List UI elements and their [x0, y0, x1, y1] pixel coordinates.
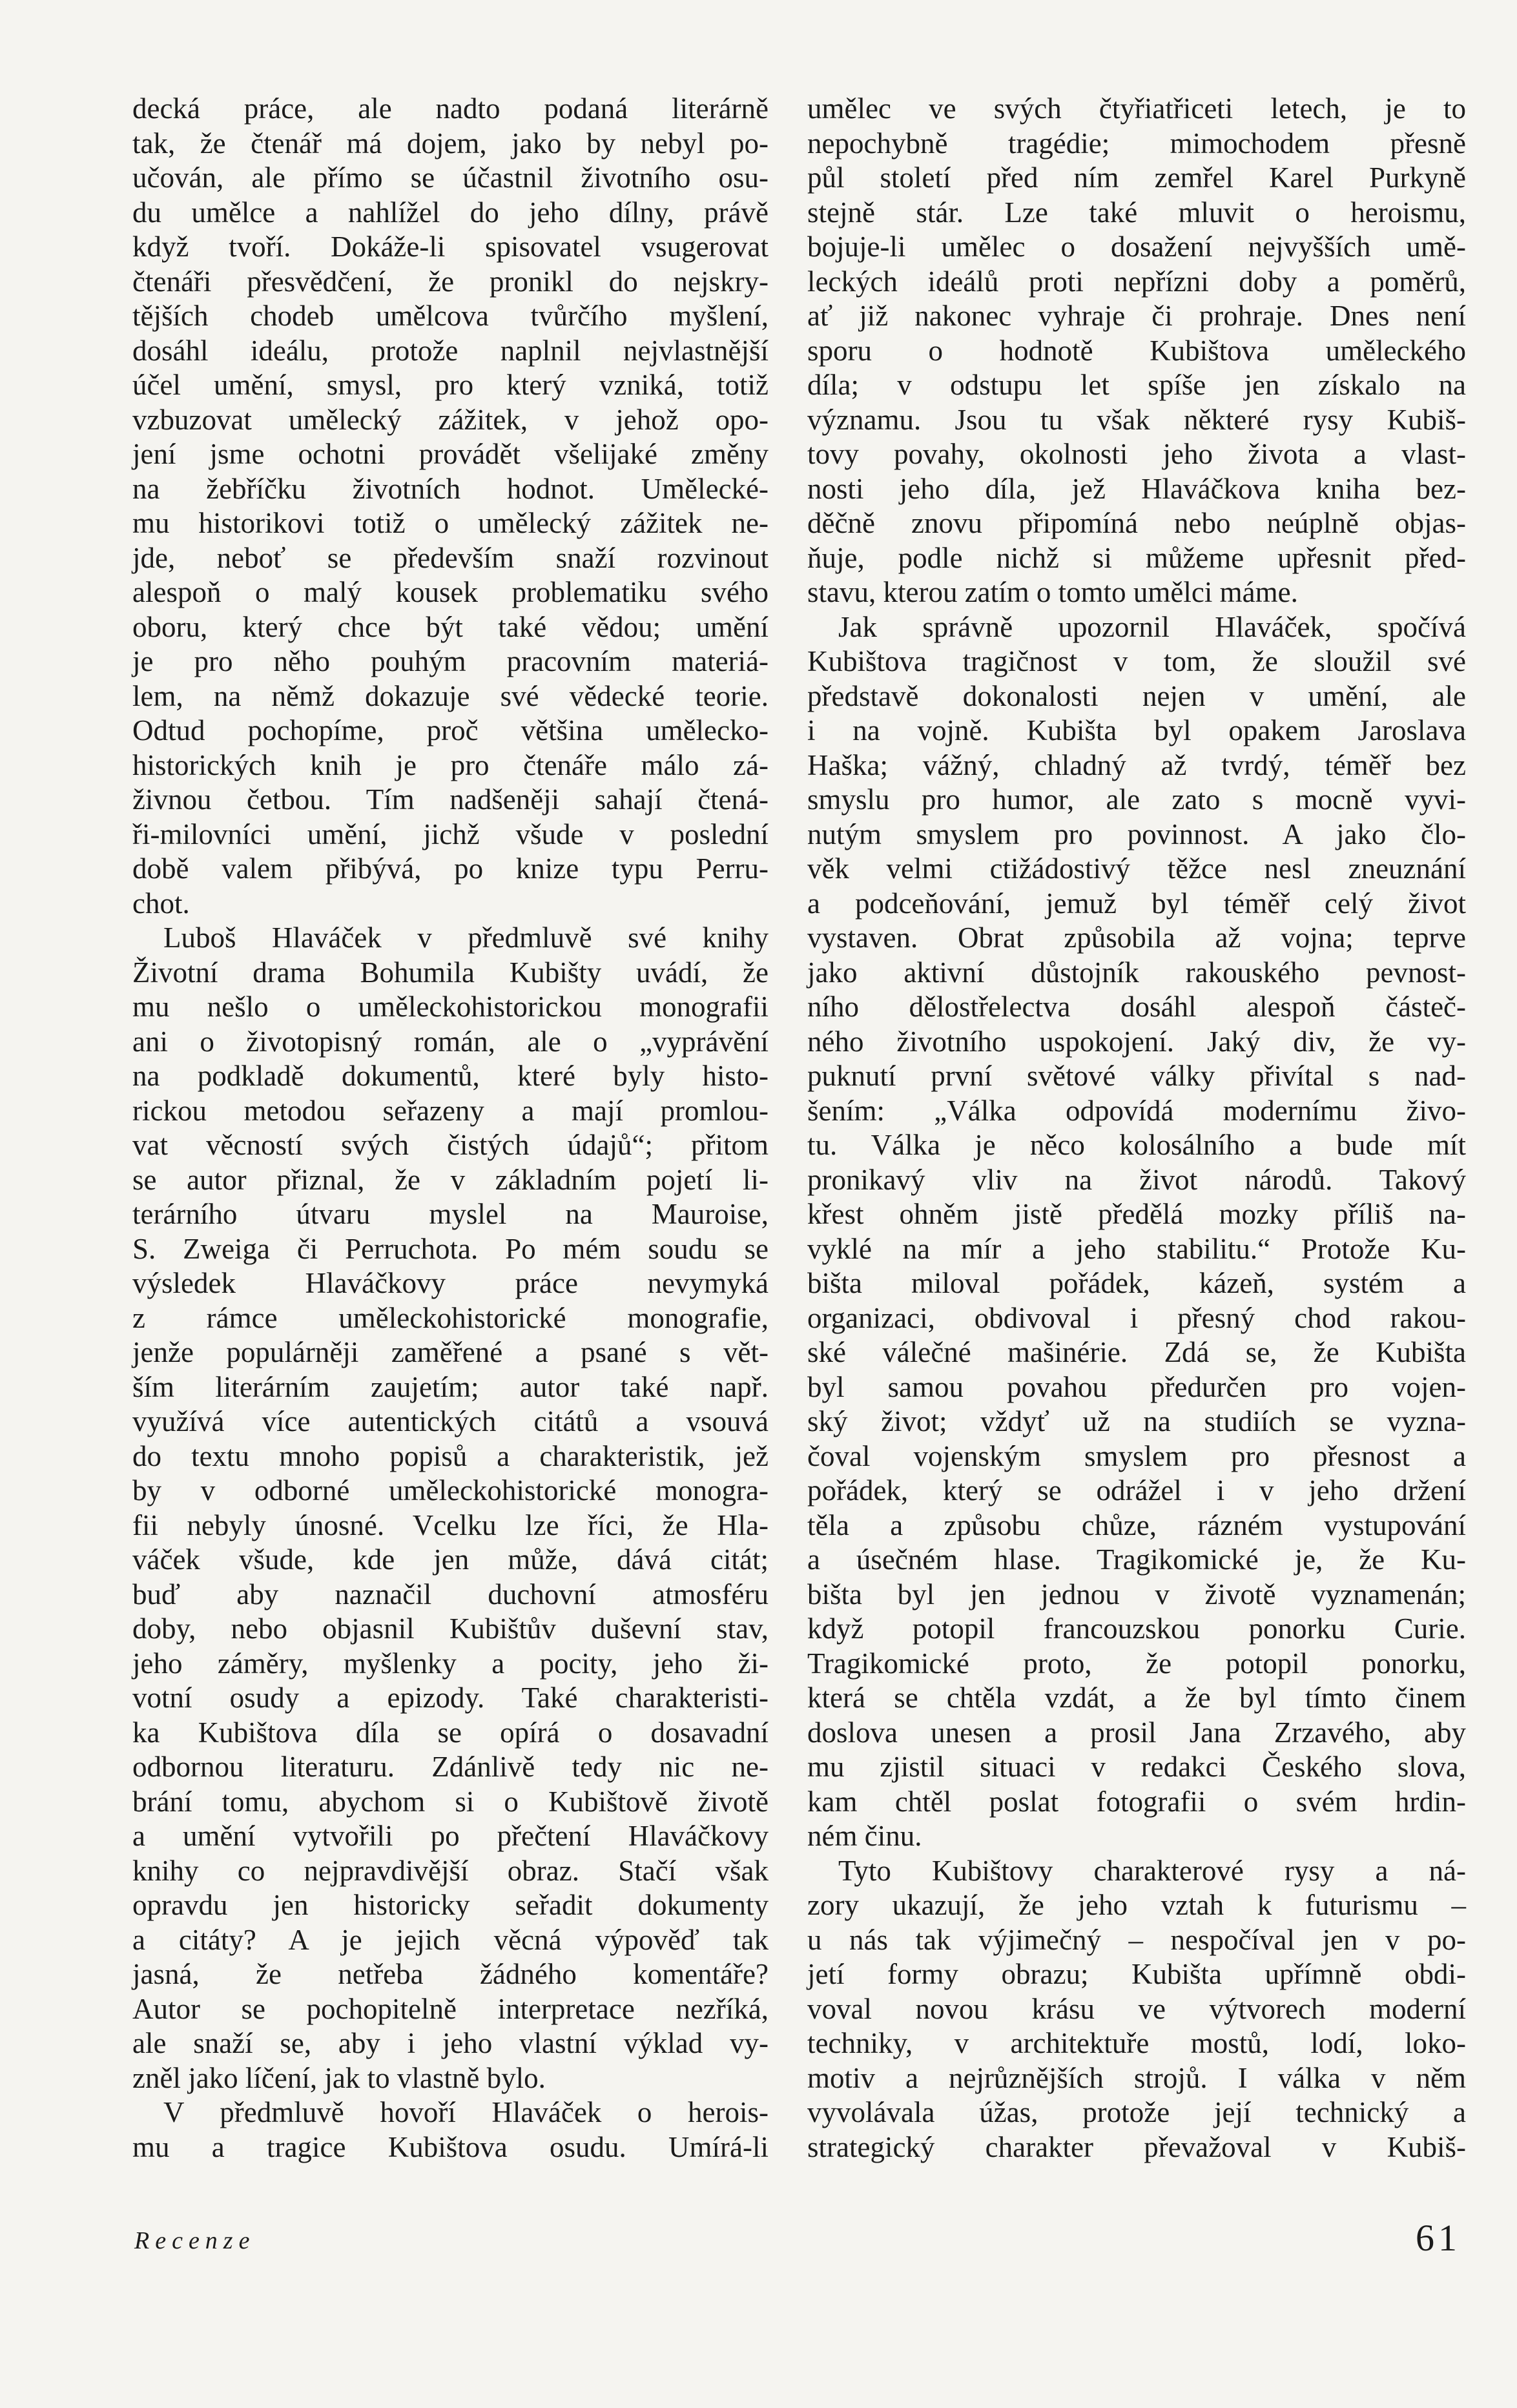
text-line: z rámce uměleckohistorické monografie,: [132, 1301, 769, 1334]
text-line: čtenáři přesvědčení, že pronikl do nejskry-: [132, 265, 769, 298]
text-line: stejně stár. Lze také mluvit o heroismu,: [807, 196, 1466, 229]
page-number: 61: [1416, 2217, 1461, 2259]
text-line: Autor se pochopitelně interpretace nezříká,: [132, 1992, 769, 2025]
paragraph: [807, 92, 1466, 610]
text-line: odbornou literaturu. Zdánlivě tedy nic ne-: [132, 1751, 769, 1783]
text-column-right: [807, 92, 1466, 2165]
text-line: živnou četbou. Tím nadšeněji sahají čtená-: [132, 783, 769, 816]
text-line: výsledek Hlaváčkovy práce nevymyká: [132, 1267, 769, 1299]
text-line: ský život; vždyť už na studiích se vyzna-: [807, 1405, 1466, 1437]
text-line: knihy co nejpravdivější obraz. Stačí však: [132, 1854, 769, 1887]
text-line: zory ukazují, že jeho vztah k futurismu –: [807, 1889, 1466, 1921]
text-line: jde, neboť se především snaží rozvinout: [132, 541, 769, 574]
text-line: se autor přiznal, že v základním pojetí li-: [132, 1163, 769, 1196]
text-line: bišta miloval pořádek, kázeň, systém a: [807, 1267, 1466, 1299]
text-line: Luboš Hlaváček v předmluvě své knihy: [163, 921, 769, 954]
text-line: byl samou povahou předurčen pro vojen-: [807, 1370, 1466, 1403]
text-line: a podceňování, jemuž byl téměř celý život: [807, 887, 1466, 920]
text-line: doslova unesen a prosil Jana Zrzavého, aby: [807, 1716, 1466, 1749]
text-line: díla; v odstupu let spíše jen získalo na: [807, 369, 1466, 401]
text-line: bojuje-li umělec o dosažení nejvyšších umě-: [807, 231, 1466, 263]
text-line: a umění vytvořili po přečtení Hlaváčkovy: [132, 1820, 769, 1852]
text-line: jako aktivní důstojník rakouského pevnost-: [807, 956, 1466, 989]
text-line: pořádek, který se odrážel i v jeho držení: [807, 1474, 1466, 1507]
text-line: stavu, kterou zatím o tomto umělci máme.: [807, 576, 1298, 608]
text-line: která se chtěla vzdát, a že byl tímto činem: [807, 1682, 1466, 1714]
text-line: křest ohněm jistě předělá mozky příliš na-: [807, 1198, 1466, 1230]
text-line: pronikavý vliv na život národů. Takový: [807, 1163, 1466, 1196]
text-line: u nás tak výjimečný – nespočíval jen v po-: [807, 1923, 1466, 1956]
text-line: využívá více autentických citátů a vsouvá: [132, 1405, 769, 1437]
text-line: tovy povahy, okolnosti jeho života a vlast-: [807, 438, 1466, 470]
text-line: na žebříčku životních hodnot. Umělecké-: [132, 472, 769, 505]
text-line: tak, že čtenář má dojem, jako by nebyl po-: [132, 127, 769, 160]
text-line: těla a způsobu chůze, rázném vystupování: [807, 1508, 1466, 1541]
text-line: ani o životopisný román, ale o „vyprávění: [132, 1025, 769, 1058]
text-line: ka Kubištova díla se opírá o dosavadní: [132, 1716, 769, 1749]
text-line: ale snaží se, aby i jeho vlastní výklad vy-: [132, 2027, 769, 2059]
text-line: do textu mnoho popisů a charakteristik, jež: [132, 1439, 769, 1472]
text-line: vyklé na mír a jeho stabilitu.“ Protože Ku-: [807, 1232, 1466, 1265]
text-line: doby, nebo objasnil Kubištův duševní stav,: [132, 1612, 769, 1645]
text-line: šením: „Válka odpovídá modernímu živo-: [807, 1094, 1466, 1127]
text-line: mu a tragice Kubištova osudu. Umírá-li: [132, 2130, 769, 2163]
text-line: Tyto Kubištovy charakterové rysy a ná-: [838, 1854, 1466, 1887]
text-line: ať již nakonec vyhraje či prohraje. Dnes není: [807, 300, 1466, 332]
text-line: významu. Jsou tu však některé rysy Kubiš-: [807, 403, 1466, 436]
text-line: techniky, v architektuře mostů, lodí, loko-: [807, 2027, 1466, 2059]
text-line: děčně znovu připomíná nebo neúplně objas-: [807, 507, 1466, 539]
text-line: rickou metodou seřazeny a mají promlou-: [132, 1094, 769, 1127]
text-line: ního dělostřelectva dosáhl alespoň částeč-: [807, 991, 1466, 1023]
text-line: věk velmi ctižádostivý těžce nesl zneuznání: [807, 852, 1466, 885]
text-line: oboru, který chce být také vědou; umění: [132, 610, 769, 643]
text-line: tějších chodeb umělcova tvůrčího myšlení,: [132, 300, 769, 332]
text-line: vyvolávala úžas, protože její technický a: [807, 2096, 1466, 2128]
text-line: a úsečném hlase. Tragikomické je, že Ku-: [807, 1543, 1466, 1576]
text-line: dosáhl ideálu, protože naplnil nejvlastnější: [132, 334, 769, 367]
text-line: alespoň o malý kousek problematiku svého: [132, 576, 769, 608]
text-line: váček všude, kde jen může, dává citát;: [132, 1543, 769, 1576]
text-line: Kubištova tragičnost v tom, že sloužil své: [807, 645, 1466, 677]
text-line: jasná, že netřeba žádného komentáře?: [132, 1958, 769, 1990]
text-line: V předmluvě hovoří Hlaváček o herois-: [163, 2096, 769, 2128]
text-line: lem, na němž dokazuje své vědecké teorie.: [132, 679, 769, 712]
text-line: na podkladě dokumentů, které byly histo-: [132, 1060, 769, 1092]
text-line: nosti jeho díla, jež Hlaváčkova kniha bez-: [807, 472, 1466, 505]
text-line: vystaven. Obrat způsobila až vojna; teprve: [807, 921, 1466, 954]
text-line: jeho záměry, myšlenky a pocity, jeho ži-: [132, 1647, 769, 1680]
text-line: votní osudy a epizody. Také charakteristi-: [132, 1682, 769, 1714]
text-line: Odtud pochopíme, proč většina umělecko-: [132, 714, 769, 746]
paragraph: [132, 92, 769, 921]
text-line: puknutí první světové války přivítal s nad-: [807, 1060, 1466, 1092]
text-line: organizaci, obdivoval i přesný chod rakou-: [807, 1301, 1466, 1334]
text-line: Tragikomické proto, že potopil ponorku,: [807, 1647, 1466, 1680]
text-line: sporu o hodnotě Kubištova uměleckého: [807, 334, 1466, 367]
text-line: době valem přibývá, po knize typu Perru-: [132, 852, 769, 885]
paragraph: [807, 1854, 1466, 2165]
text-line: učován, ale přímo se účastnil životního osu-: [132, 161, 769, 194]
text-line: Životní drama Bohumila Kubišty uvádí, že: [132, 956, 769, 989]
text-line: brání tomu, abychom si o Kubištově životě: [132, 1785, 769, 1818]
text-line: vat věcností svých čistých údajů“; přitom: [132, 1129, 769, 1161]
text-line: historických knih je pro čtenáře málo zá-: [132, 748, 769, 781]
text-line: představě dokonalosti nejen v umění, ale: [807, 679, 1466, 712]
text-line: účel umění, smysl, pro který vzniká, totiž: [132, 369, 769, 401]
text-line: buď aby naznačil duchovní atmosféru: [132, 1578, 769, 1610]
text-line: du umělce a nahlížel do jeho dílny, právě: [132, 196, 769, 229]
text-line: bišta byl jen jednou v životě vyznamenán;: [807, 1578, 1466, 1610]
text-line: když potopil francouzskou ponorku Curie.: [807, 1612, 1466, 1645]
text-line: decká práce, ale nadto podaná literárně: [132, 92, 769, 125]
text-line: když tvoří. Dokáže-li spisovatel vsugerovat: [132, 231, 769, 263]
text-line: jetí formy obrazu; Kubišta upřímně obdi-: [807, 1958, 1466, 1990]
text-line: kam chtěl poslat fotografii o svém hrdin-: [807, 1785, 1466, 1818]
text-line: Jak správně upozornil Hlaváček, spočívá: [838, 610, 1466, 643]
text-line: motiv a nejrůznějších strojů. I válka v něm: [807, 2061, 1466, 2094]
text-line: nepochybně tragédie; mimochodem přesně: [807, 127, 1466, 160]
text-line: mu zjistil situaci v redakci Českého slova,: [807, 1751, 1466, 1783]
text-line: mu nešlo o uměleckohistorickou monografii: [132, 991, 769, 1023]
paragraph: [132, 2095, 769, 2165]
text-line: půl století před ním zemřel Karel Purkyně: [807, 161, 1466, 194]
text-line: terárního útvaru myslel na Mauroise,: [132, 1198, 769, 1230]
text-line: ňuje, podle nichž si můžeme upřesnit před-: [807, 541, 1466, 574]
text-line: čoval vojenským smyslem pro přesnost a: [807, 1439, 1466, 1472]
text-line: je pro něho pouhým pracovním materiá-: [132, 645, 769, 677]
text-line: ného životního uspokojení. Jaký div, že vy-: [807, 1025, 1466, 1058]
text-column-left: [132, 92, 769, 2165]
paragraph: [807, 610, 1466, 1854]
text-line: a citáty? A je jejich věcná výpověď tak: [132, 1923, 769, 1956]
text-line: ské válečné mašinérie. Zdá se, že Kubišta: [807, 1336, 1466, 1368]
text-line: nutým smyslem pro povinnost. A jako člo-: [807, 818, 1466, 850]
text-line: vzbuzovat umělecký zážitek, v jehož opo-: [132, 403, 769, 436]
paragraph: [132, 921, 769, 2095]
text-line: tu. Válka je něco kolosálního a bude mít: [807, 1129, 1466, 1161]
text-line: opravdu jen historicky seřadit dokumenty: [132, 1889, 769, 1921]
text-line: zněl jako líčení, jak to vlastně bylo.: [132, 2061, 546, 2094]
text-line: umělec ve svých čtyřiatřiceti letech, je to: [807, 92, 1466, 125]
text-line: ři-milovníci umění, jichž všude v poslední: [132, 818, 769, 850]
text-line: strategický charakter převažoval v Kubiš-: [807, 2130, 1466, 2163]
text-line: Haška; vážný, chladný až tvrdý, téměř bez: [807, 748, 1466, 781]
text-line: chot.: [132, 887, 190, 920]
text-line: voval novou krásu ve výtvorech moderní: [807, 1992, 1466, 2025]
text-line: ném činu.: [807, 1820, 922, 1852]
section-label: Recenze: [134, 2227, 256, 2254]
text-line: smyslu pro humor, ale zato s mocně vyvi-: [807, 783, 1466, 816]
text-line: leckých ideálů proti nepřízni doby a poměrů,: [807, 265, 1466, 298]
text-line: S. Zweiga či Perruchota. Po mém soudu se: [132, 1232, 769, 1265]
text-line: ším literárním zaujetím; autor také např.: [132, 1370, 769, 1403]
text-line: i na vojně. Kubišta byl opakem Jaroslava: [807, 714, 1466, 746]
text-line: jenže populárněji zaměřené a psané s vět-: [132, 1336, 769, 1368]
text-line: fii nebyly únosné. Vcelku lze říci, že Hla-: [132, 1508, 769, 1541]
text-line: mu historikovi totiž o umělecký zážitek ne-: [132, 507, 769, 539]
text-line: jení jsme ochotni provádět všelijaké změny: [132, 438, 769, 470]
text-line: by v odborné uměleckohistorické monogra-: [132, 1474, 769, 1507]
